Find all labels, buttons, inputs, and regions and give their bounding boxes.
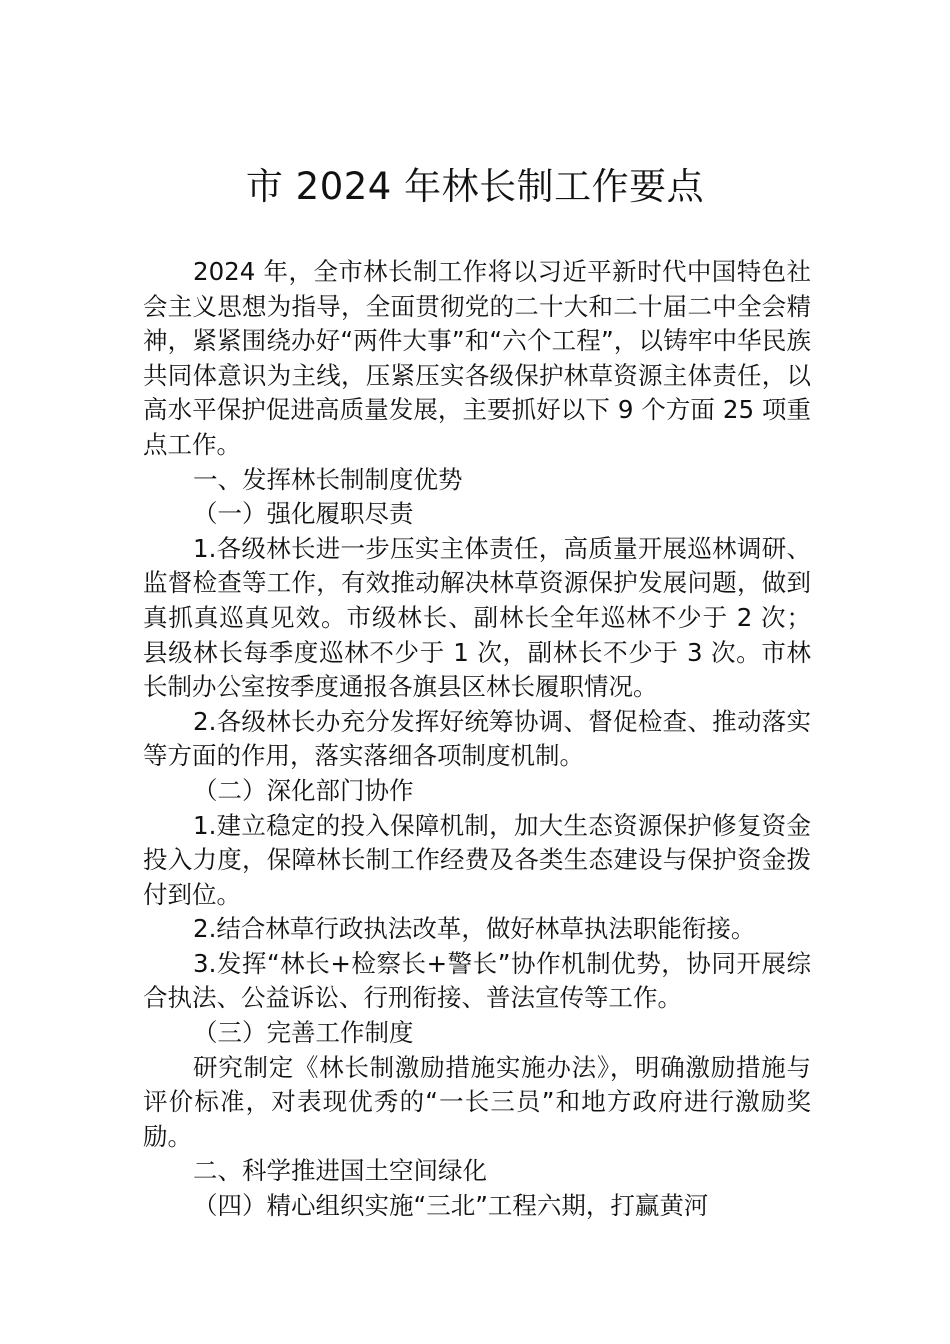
section-heading-1: 一、发挥林长制制度优势 [193,464,463,494]
subsection-heading-3: （三）完善工作制度 [193,1018,414,1048]
subsection-heading-2: （二）深化部门协作 [193,775,414,805]
intro-paragraph: 2024 年，全市林长制工作将以习近平新时代中国特色社会主义思想为指导，全面贯彻党的二十大和二十届二中全会精神，紧紧围绕办好“两件大事”和“六个工程”，以铸牢中华民族共同体意识为主线，压紧压实各级保护林草资源主体责任，以高水平保护促进高质量发展，主要抓好以下 9 个方面 25 项重点工作。 [143,257,811,459]
list-item: 3.发挥“林长+检察长+警长”协作机制优势，协同开展综合执法、公益诉讼、行刑衔接、普法宣传等工作。 [143,948,811,1013]
subsection-heading-1: （一）强化履职尽责 [193,499,414,529]
list-item: 2.各级林长办充分发挥好统筹协调、督促检查、推动落实等方面的作用，落实落细各项制度机制。 [143,706,811,771]
section-heading-2: 二、科学推进国土空间绿化 [193,1156,487,1186]
document-title: 市 2024 年林长制工作要点 [245,165,705,208]
list-item: 2.结合林草行政执法改革，做好林草执法职能衔接。 [193,914,756,944]
document-body [143,255,811,1224]
list-item: 1.建立稳定的投入保障机制，加大生态资源保护修复资金投入力度，保障林长制工作经费及各类生态建设与保护资金拨付到位。 [143,810,811,909]
subsection-heading-4: （四）精心组织实施“三北”工程六期，打赢黄河 [193,1191,709,1221]
list-item: 1.各级林长进一步压实主体责任，高质量开展巡林调研、监督检查等工作，有效推动解决林草资源保护发展问题，做到真抓真巡真见效。市级林长、副林长全年巡林不少于 2 次；县级林长每季度巡林不少于 1 次，副林长不少于 3 次。市林长制办公室按季度通报各旗县区林长履职情况。 [143,533,811,702]
body-paragraph: 研究制定《林长制激励措施实施办法》，明确激励措施与评价标准，对表现优秀的“一长三员”和地方政府进行激励奖励。 [143,1052,811,1151]
